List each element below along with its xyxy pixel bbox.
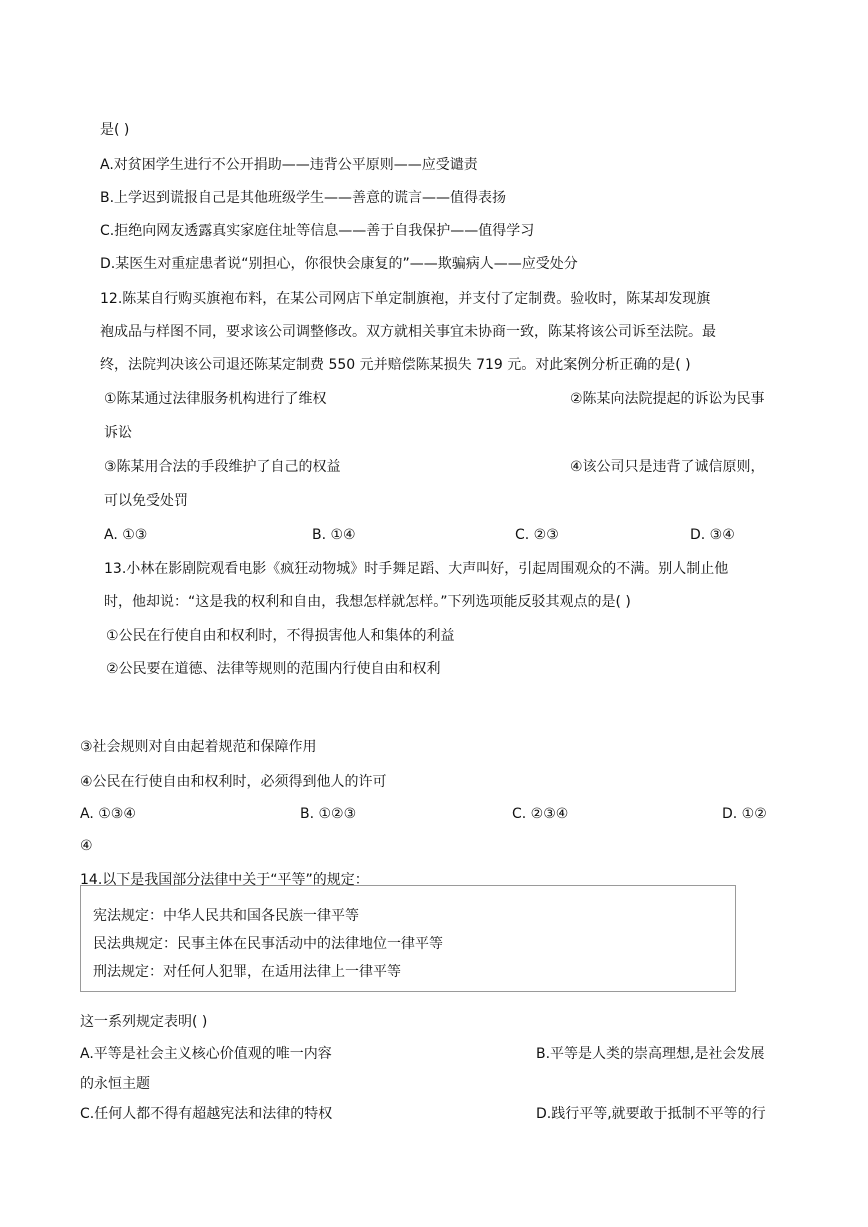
q13-statement-1: ①公民在行使自由和权利时，不得损害他人和集体的利益: [106, 628, 455, 644]
q12-stem-line2: 袍成品与样图不同，要求该公司调整修改。双方就相关事宜未协商一致，陈某将该公司诉至法院。最: [100, 324, 716, 340]
q11-stem-tail: 是( ): [100, 122, 130, 138]
q11-option-d: D.某医生对重症患者说“别担心，你很快会康复的”——欺骗病人——应受处分: [100, 256, 578, 272]
q12-statement-1: ①陈某通过法律服务机构进行了维权: [104, 391, 327, 407]
q12-choice-d: D. ③④: [690, 527, 735, 543]
q13-statement-4: ④公民在行使自由和权利时，必须得到他人的许可: [80, 774, 387, 790]
q13-choice-c: C. ②③④: [512, 806, 569, 822]
q14-option-a: A.平等是社会主义核心价值观的唯一内容: [80, 1046, 332, 1062]
q12-stem-line3: 终，法院判决该公司退还陈某定制费 550 元并赔偿陈某损失 719 元。对此案例分析正确的是( ): [100, 357, 691, 373]
q14-law-box: [80, 885, 736, 992]
q14-box-line-constitution: 宪法规定：中华人民共和国各民族一律平等: [93, 908, 359, 924]
q12-choice-c: C. ②③: [515, 527, 559, 543]
q13-stem-line2: 时，他却说：“这是我的权利和自由，我想怎样就怎样。”下列选项能反驳其观点的是( ): [104, 594, 631, 610]
q13-choice-d-wrap: ④: [80, 838, 93, 854]
q13-choice-d: D. ①②: [722, 806, 767, 822]
q12-statement-2-wrap: 诉讼: [104, 425, 132, 441]
q12-statement-3: ③陈某用合法的手段维护了自己的权益: [104, 459, 341, 475]
q13-stem-line1: 13.小林在影剧院观看电影《疯狂动物城》时手舞足蹈、大声叫好，引起周围观众的不满。别人制止他: [104, 561, 729, 577]
q13-choice-b: B. ①②③: [300, 806, 357, 822]
q11-option-a: A.对贫困学生进行不公开捐助——违背公平原则——应受谴责: [100, 157, 478, 173]
q13-choice-a: A. ①③④: [80, 806, 136, 822]
q12-statement-4: ④该公司只是违背了诚信原则，: [570, 459, 765, 475]
q14-box-line-civil-code: 民法典规定：民事主体在民事活动中的法律地位一律平等: [93, 936, 443, 952]
q14-question: 这一系列规定表明( ): [80, 1014, 208, 1030]
q14-option-d: D.践行平等,就要敢于抵制不平等的行: [536, 1106, 766, 1122]
q11-option-c: C.拒绝向网友透露真实家庭住址等信息——善于自我保护——值得学习: [100, 223, 535, 239]
q14-option-b-wrap: 的永恒主题: [80, 1076, 150, 1092]
q14-box-line-criminal-law: 刑法规定：对任何人犯罪，在适用法律上一律平等: [93, 964, 401, 980]
q13-statement-2: ②公民要在道德、法律等规则的范围内行使自由和权利: [106, 661, 441, 677]
q14-stem: 14.以下是我国部分法律中关于“平等”的规定：: [80, 872, 369, 888]
q12-statement-4-wrap: 可以免受处罚: [104, 493, 188, 509]
q11-option-b: B.上学迟到谎报自己是其他班级学生——善意的谎言——值得表扬: [100, 190, 507, 206]
q12-choice-b: B. ①④: [312, 527, 356, 543]
q14-option-c: C.任何人都不得有超越宪法和法律的特权: [80, 1106, 333, 1122]
q12-stem-line1: 12.陈某自行购买旗袍布料，在某公司网店下单定制旗袍，并支付了定制费。验收时，陈某却发现旗: [100, 291, 711, 307]
q12-statement-2: ②陈某向法院提起的诉讼为民事: [570, 391, 765, 407]
q14-option-b: B.平等是人类的崇高理想,是社会发展: [536, 1046, 765, 1062]
q12-choice-a: A. ①③: [104, 527, 148, 543]
q13-statement-3: ③社会规则对自由起着规范和保障作用: [80, 739, 317, 755]
